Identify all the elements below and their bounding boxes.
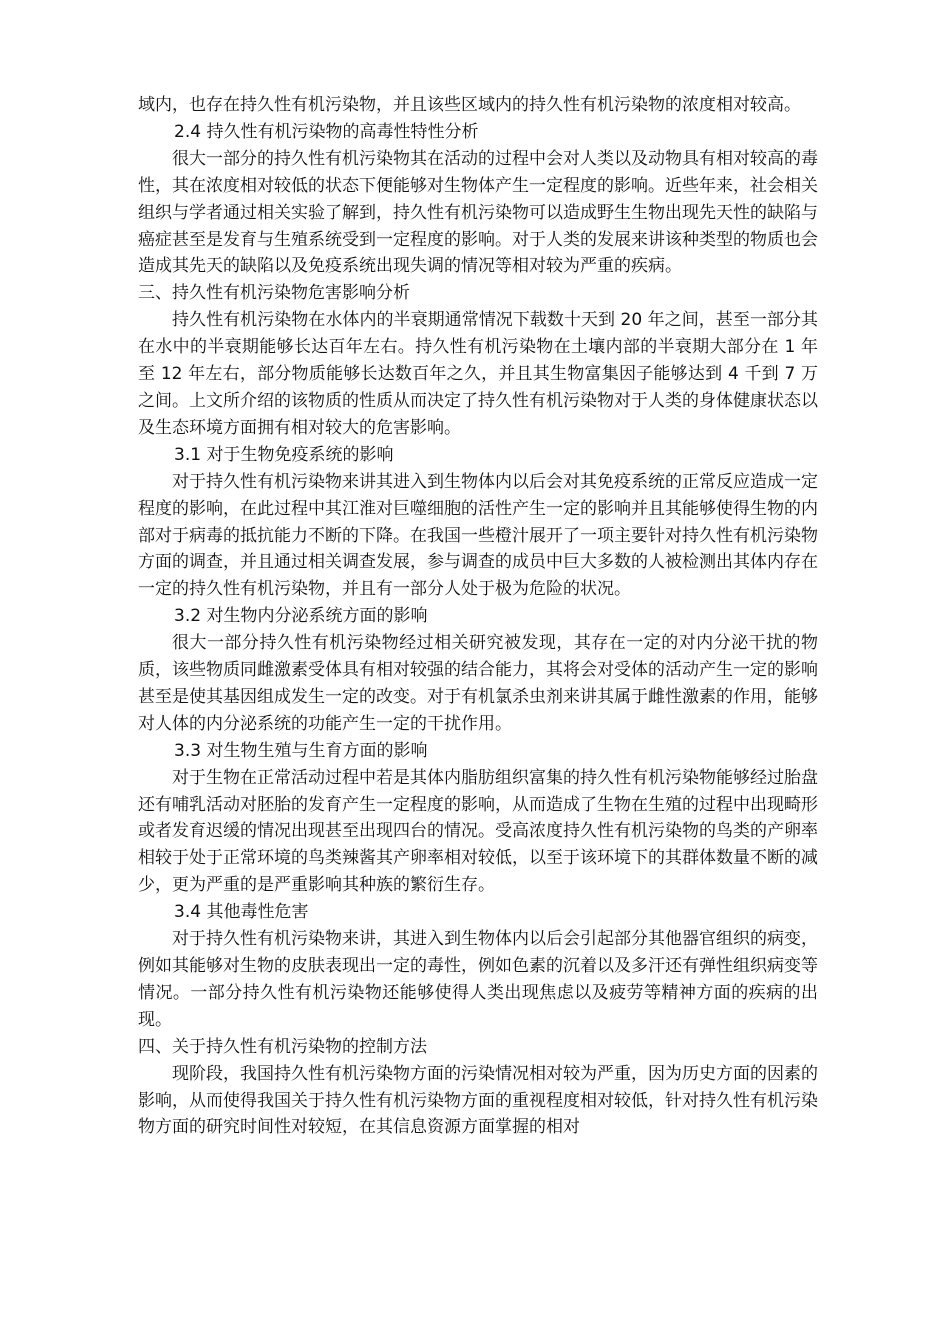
section-heading-3: 三、持久性有机污染物危害影响分析 — [138, 283, 410, 304]
paragraph-half-life: 持久性有机污染物在水体内的半衰期通常情况下载数十天到 20 年之间，甚至一部分其在水中的半衰期能够长达百年左右。持久性有机污染物在土壤内部的半衰期大部分在 1 年至 12 年左右，部分物质能够长达数百年之久，并且其生物富集因子能够达到 4 千到 7 万之间。上文所介绍的该物质的性质从而决定了持久性有机污染物对于人类的身体健康状态以及生态环境方面拥有相对较大的危害影响。 — [138, 310, 818, 438]
subsection-heading-3-1: 3.1 对于生物免疫系统的影响 — [174, 444, 394, 465]
paragraph-toxicity: 很大一部分的持久性有机污染物其在活动的过程中会对人类以及动物具有相对较高的毒性，其在浓度相对较低的状态下便能够对生物体产生一定程度的影响。近些年来，社会相关组织与学者通过相关实验了解到，持久性有机污染物可以造成野生生物出现先天性的缺陷与癌症甚至是发育与生殖系统受到一定程度的影响。对于人类的发展来讲该种类型的物质也会造成其先天的缺陷以及免疫系统出现失调的情况等相对较为严重的疾病。 — [138, 148, 818, 277]
section-heading-4: 四、关于持久性有机污染物的控制方法 — [138, 1036, 427, 1057]
paragraph-reproduction: 对于生物在正常活动过程中若是其体内脂肪组织富集的持久性有机污染物能够经过胎盘还有哺乳活动对胚胎的发育产生一定程度的影响，从而造成了生物在生殖的过程中出现畸形或者发育迟缓的情况出现甚至出现四台的情况。受高浓度持久性有机污染物的鸟类的产卵率相较于处于正常环境的鸟类辣酱其产卵率相对较低，以至于该环境下的其群体数量不断的减少，更为严重的是严重影响其种族的繁衍生存。 — [138, 767, 818, 896]
paragraph-other-toxicity: 对于持久性有机污染物来讲，其进入到生物体内以后会引起部分其他器官组织的病变，例如其能够对生物的皮肤表现出一定的毒性，例如色素的沉着以及多汗还有弹性组织病变等情况。一部分持久性有机污染物还能够使得人类出现焦虑以及疲劳等精神方面的疾病的出现。 — [138, 929, 818, 1030]
subsection-heading-3-3: 3.3 对生物生殖与生育方面的影响 — [174, 740, 428, 761]
subsection-heading-2-4: 2.4 持久性有机污染物的高毒性特性分析 — [174, 121, 479, 142]
paragraph-continued: 域内，也存在持久性有机污染物，并且该些区域内的持久性有机污染物的浓度相对较高。 — [138, 95, 801, 115]
document-page — [138, 92, 818, 1141]
paragraph-immune-system: 对于持久性有机污染物来讲其进入到生物体内以后会对其免疫系统的正常反应造成一定程度的影响，在此过程中其江淮对巨噬细胞的活性产生一定的影响并且其能够使得生物的内部对于病毒的抵抗能力不断的下降。在我国一些橙汁展开了一项主要针对持久性有机污染物方面的调查，并且通过相关调查发展，参与调查的成员中巨大多数的人被检测出其体内存在一定的持久性有机污染物，并且有一部分人处于极为危险的状况。 — [138, 471, 818, 600]
subsection-heading-3-2: 3.2 对生物内分泌系统方面的影响 — [174, 606, 428, 627]
paragraph-endocrine-system: 很大一部分持久性有机污染物经过相关研究被发现，其存在一定的对内分泌干扰的物质，该些物质同雌激素受体具有相对较强的结合能力，其将会对受体的活动产生一定的影响甚至是使其基因组成发生一定的改变。对于有机氯杀虫剂来讲其属于雌性激素的作用，能够对人体的内分泌系统的功能产生一定的干扰作用。 — [138, 633, 818, 734]
subsection-heading-3-4: 3.4 其他毒性危害 — [174, 902, 309, 923]
paragraph-control-methods: 现阶段，我国持久性有机污染物方面的污染情况相对较为严重，因为历史方面的因素的影响，从而使得我国关于持久性有机污染物方面的重视程度相对较低，针对持久性有机污染物方面的研究时间性对较短，在其信息资源方面掌握的相对 — [138, 1063, 818, 1138]
